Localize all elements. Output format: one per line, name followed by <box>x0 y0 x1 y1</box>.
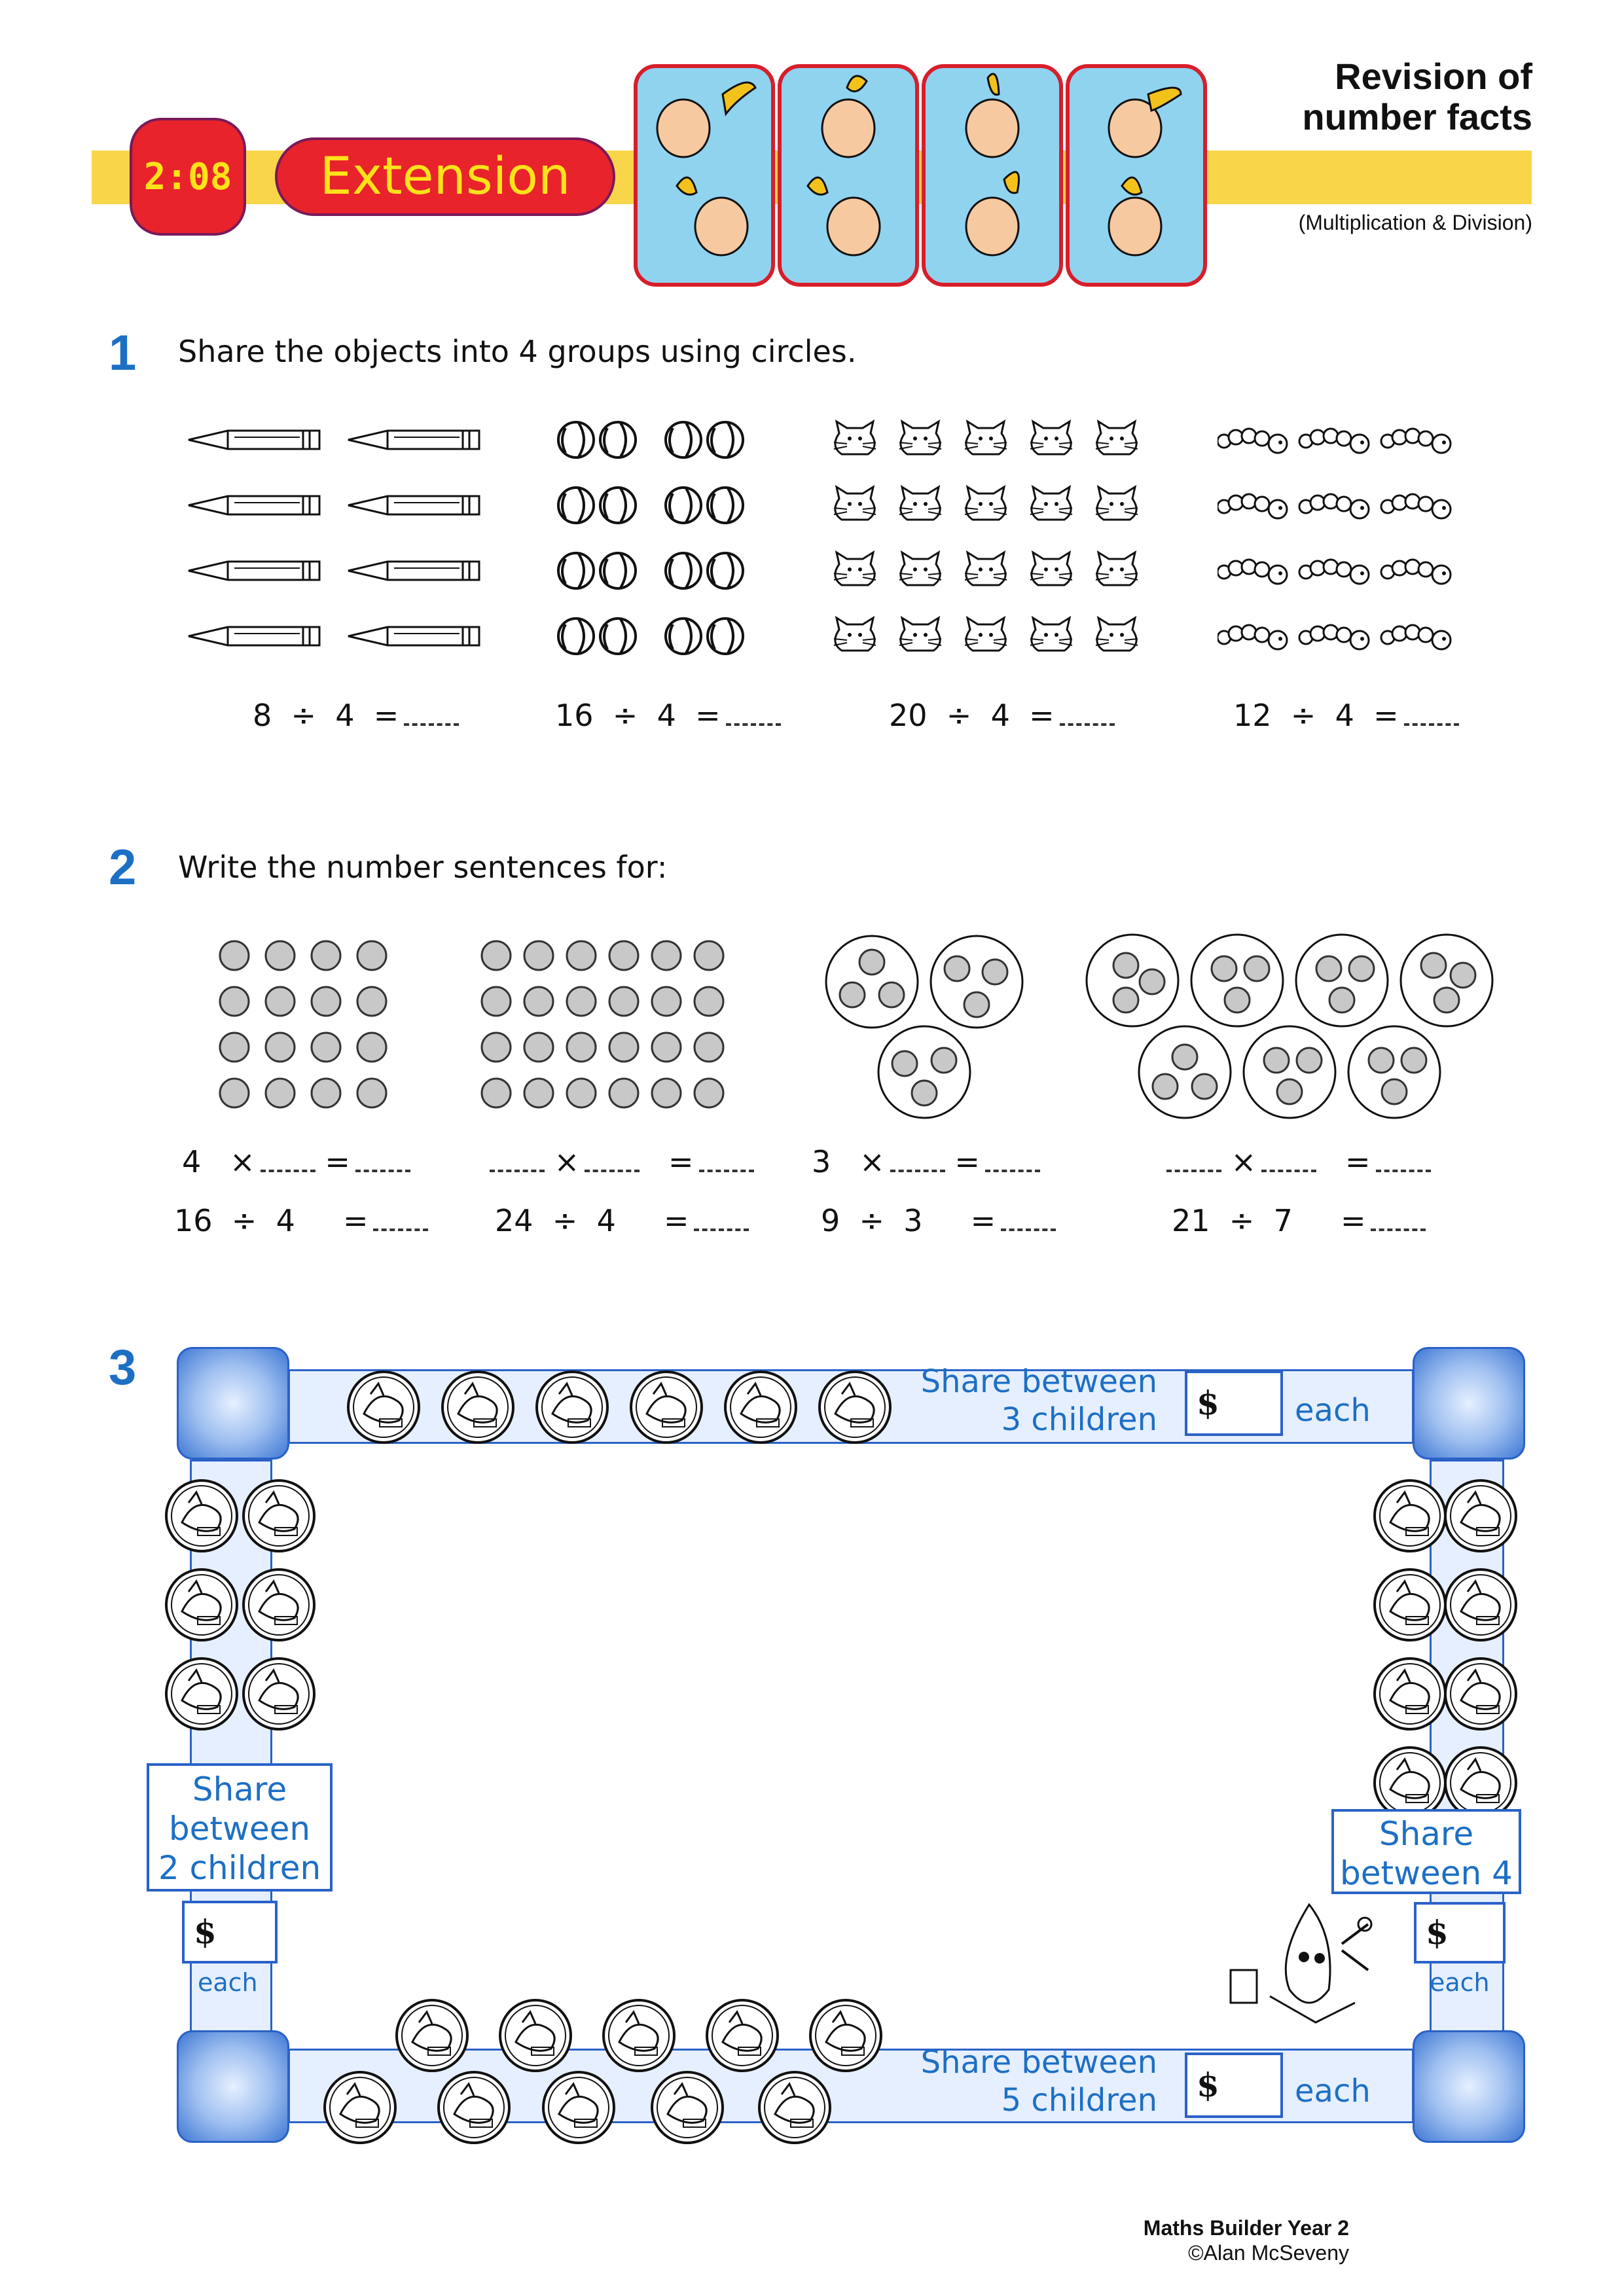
top-share-label-line2: 3 children <box>1001 1401 1157 1438</box>
question-1-number: 1 <box>109 325 137 381</box>
right-answer-box[interactable]: $ <box>1414 1902 1506 1964</box>
right-share-label-line2: between 4 <box>1340 1854 1513 1892</box>
q2-row2-eq3-text: 9 ÷ 3 = <box>821 1203 996 1238</box>
question-2-number: 2 <box>109 840 137 895</box>
q2-row1-eq3-prefix: 3 × <box>812 1144 885 1179</box>
right-share-label <box>1331 1809 1521 1894</box>
extension-badge: Extension <box>275 137 615 216</box>
q2-row1-eq2-times: × <box>554 1144 580 1179</box>
page-title-line1: Revision of <box>1335 56 1532 97</box>
right-share-label-line1: Share <box>1379 1815 1474 1853</box>
question-3-number: 3 <box>109 1340 137 1395</box>
q1-equation-1-text: 8 ÷ 4 = <box>253 698 399 733</box>
left-share-label <box>147 1763 333 1892</box>
coin-icon <box>166 1372 1516 2143</box>
scissors-mascot-icon <box>1231 1905 1371 2022</box>
bottom-each-label: each <box>1295 2073 1371 2109</box>
bottom-answer-box[interactable]: $ <box>1185 2053 1283 2118</box>
top-each-label: each <box>1295 1392 1371 1429</box>
left-each-label: each <box>198 1968 258 1997</box>
q2-row1-eq1-prefix: 4 × <box>182 1144 255 1179</box>
page-title-line2: number facts <box>1302 96 1532 137</box>
footer-copyright: ©Alan McSeveny <box>1188 2241 1349 2265</box>
lesson-code-badge: 2:08 <box>130 118 246 236</box>
footer-book-title: Maths Builder Year 2 <box>1143 2216 1349 2240</box>
q2-row1-eq2-equals: = <box>668 1144 694 1179</box>
q2-row1-eq4-times: × <box>1231 1144 1257 1179</box>
left-answer-box[interactable]: $ <box>182 1901 278 1964</box>
bottom-share-label <box>909 2043 1157 2119</box>
question-2-instruction: Write the number sentences for: <box>178 850 668 885</box>
bottom-share-label-line1: Share between <box>920 2044 1157 2081</box>
q1-equation-4-text: 12 ÷ 4 = <box>1233 698 1399 733</box>
top-share-label-line1: Share between <box>920 1363 1157 1400</box>
page-subtitle: (Multiplication & Division) <box>1298 211 1532 234</box>
top-share-label <box>909 1363 1157 1439</box>
q1-equation-2-text: 16 ÷ 4 = <box>555 698 721 733</box>
q1-equation-3-text: 20 ÷ 4 = <box>889 698 1055 733</box>
top-answer-box[interactable]: $ <box>1185 1371 1283 1436</box>
right-each-label: each <box>1430 1968 1490 1997</box>
left-share-label-line2: between <box>168 1810 311 1848</box>
q2-row2-eq2-text: 24 ÷ 4 = <box>495 1203 689 1238</box>
question-1-instruction: Share the objects into 4 groups using circles. <box>178 334 857 369</box>
left-share-label-line1: Share <box>192 1770 287 1808</box>
bottom-share-label-line2: 5 children <box>1001 2082 1157 2119</box>
q2-row1-eq3-equals: = <box>954 1144 980 1179</box>
q2-row2-eq4-text: 21 ÷ 7 = <box>1172 1203 1366 1238</box>
q2-row1-eq1-equals: = <box>325 1144 350 1179</box>
q2-row1-eq4-equals: = <box>1345 1144 1371 1179</box>
q2-row2-eq1-text: 16 ÷ 4 = <box>174 1203 369 1238</box>
left-share-label-line3: 2 children <box>158 1849 321 1887</box>
